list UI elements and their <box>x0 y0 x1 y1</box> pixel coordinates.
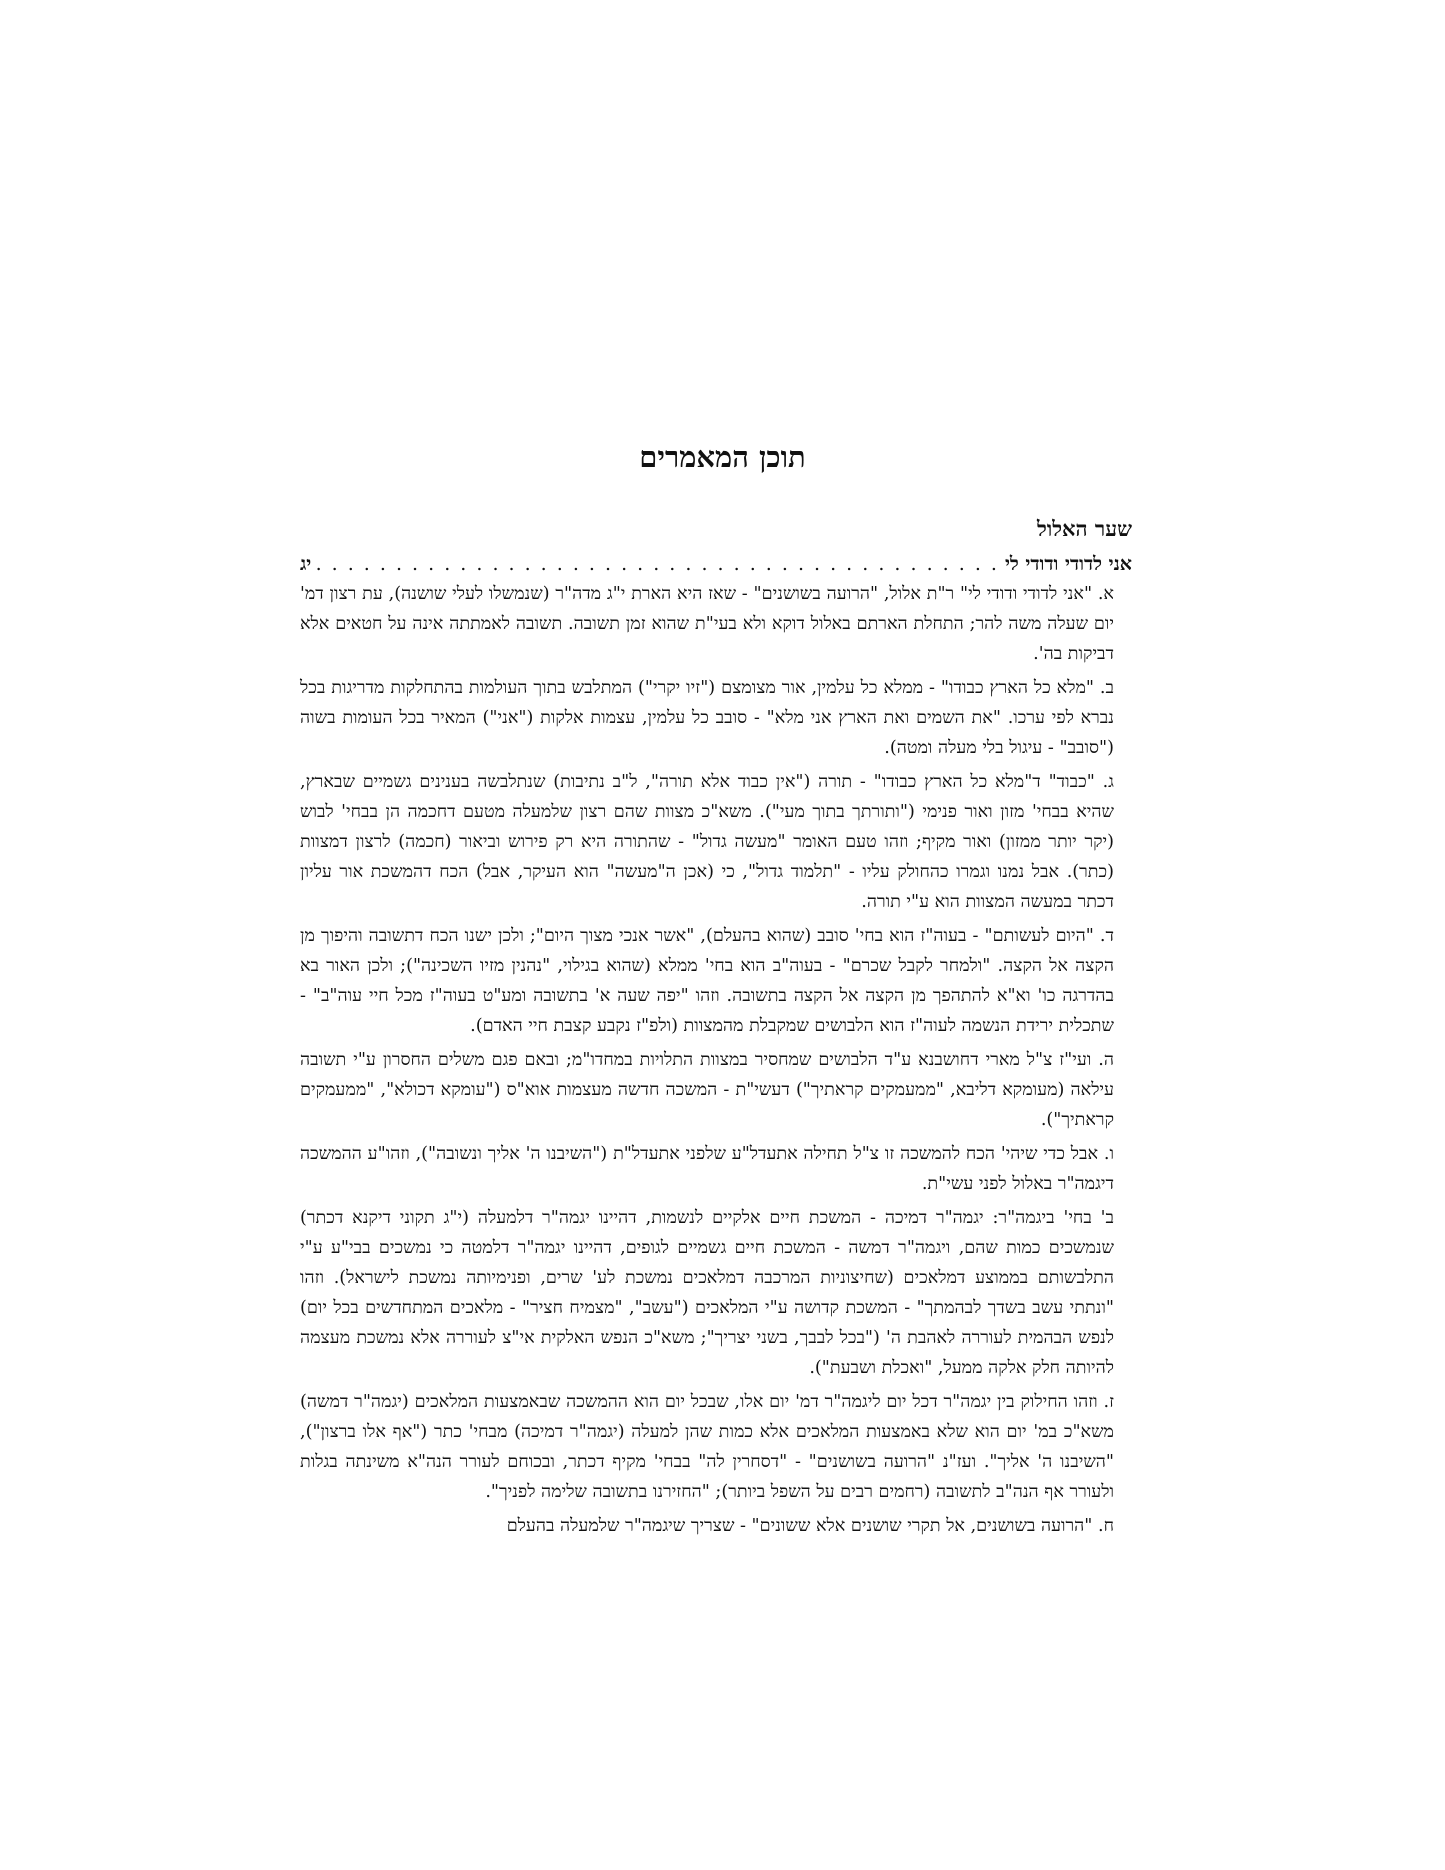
paragraph-gimel: ג. "כבוד" ד"מלא כל הארץ כבודו" - תורה ("אין כבוד אלא תורה", ל"ב נתיבות) שנתלבשה בענינים גשמיים שבארץ, שהיא בבחי' מזון ואור פנימי ("ותורתך בתוך מעי"). משא"כ מצוות שהם רצון שלמעלה מטעם דחכמה הן בבחי' לבוש (יקר יותר ממזון) ואור מקיף; וזהו טעם האומר "מעשה גדול" - שהתורה היא רק פירוש וביאור (חכמה) לרצון דמצוות (כתר). אבל נמנו וגמרו כהחולק עליו - "תלמוד גדול", כי (אכן ה"מעשה" הוא העיקר, אבל) הכח דהמשכת אור עליון דכתר במעשה המצוות הוא ע"י תורה. <box>300 772 1114 912</box>
toc-page-number: יג <box>300 553 312 575</box>
paragraph-vav-continued: ב' בחי' ביגמה"ר: יגמה"ר דמיכה - המשכת חיים אלקיים לנשמות, דהיינו יגמה"ר דלמעלה (י"ג תקוני דיקנא דכתר) שנמשכים כמות שהם, ויגמה"ר דמשה - המשכת חיים גשמיים לגופים, דהיינו יגמה"ר דלמטה כי נמשכים בבי"ע ע"י התלבשותם בממוצע דמלאכים (שחיצוניות המרכבה דמלאכים נמשכת לע' שרים, ופנימיותה נמשכת לישראל). וזהו "ונתתי עשב בשדך לבהמתך" - המשכת קדושה ע"י המלאכים ("עשב", "מצמיח חציר" - מלאכים המתחדשים בכל יום) לנפש הבהמית לעוררה לאהבת ה' ("בכל לבבך, בשני יצריך"; משא"כ הנפש האלקית אי"צ לעוררה אלא נמשכת מעצמה להיותה חלק אלקה ממעל, "ואכלת ושבעת"). <box>300 1208 1114 1378</box>
summary-paragraphs <box>300 579 1114 1541</box>
section-heading: שער האלול <box>1037 516 1132 541</box>
paragraph-he: ה. ועי"ז צ"ל מארי דחושבנא ע"ד הלבושים שמחסיר במצוות התלויות במחדו"מ; ובאם פגם משלים החסרון ע"י תשובה עילאה (מעומקא דליבא, "ממעמקים קראתיך") דעשי"ת - המשכה חדשה מעצמות אוא"ס ("עומקא דכולא", "ממעמקים קראתיך"). <box>300 1050 1114 1130</box>
toc-entry-label: אני לדודי ודודי לי <box>1004 553 1132 575</box>
toc-entry[interactable] <box>300 549 1132 579</box>
toc-leader-dots <box>317 549 999 579</box>
paragraph-alef: א. "אני לדודי ודודי לי" ר"ת אלול, "הרועה בשושנים" - שאז היא הארת י"ג מדה"ר (שנמשלו לעלי שושנה), עת רצון דמ' יום שעלה משה להר; התחלת הארתם באלול דוקא ולא בעי"ת שהוא זמן תשובה. תשובה לאמתתה אינה על חטאים אלא דביקות בה'. <box>300 584 1114 664</box>
paragraph-chet: ח. "הרועה בשושנים, אל תקרי שושנים אלא ששונים" - שצריך שיגמה"ר שלמעלה בהעלם <box>506 1516 1114 1536</box>
contents-body <box>300 513 1132 1545</box>
paragraph-zayin: ז. וזהו החילוק בין יגמה"ר דכל יום ליגמה"ר דמ' יום אלו, שבכל יום הוא ההמשכה שבאמצעות המלאכים (יגמה"ר דמשה) משא"כ במ' יום הוא שלא באמצעות המלאכים אלא כמות שהן למעלה (יגמה"ר דמיכה) מבחי' כתר ("אף אלו ברצון"), "השיבנו ה' אליך". ועז"נ "הרועה בשושנים" - "דסחרין לה" בבחי' מקיף דכתר, ובכוחם לעורר הנה"א משינתה בגלות ולעורר אף הנה"ב לתשובה (רחמים רבים על השפל ביותר); "החזירנו בתשובה שלימה לפניך". <box>300 1392 1114 1502</box>
paragraph-vav: ו. אבל כדי שיהי' הכח להמשכה זו צ"ל תחילה אתעדל"ע שלפני אתעדל"ת ("השיבנו ה' אליך ונשובה"), וזהו"ע ההמשכה דיגמה"ר באלול לפני עשי"ת. <box>300 1144 1114 1194</box>
page-title: תוכן המאמרים <box>639 440 806 474</box>
paragraph-dalet: ד. "היום לעשותם" - בעוה"ז הוא בחי' סובב (שהוא בהעלם), "אשר אנכי מצוך היום"; ולכן ישנו הכח דתשובה והיפוך מן הקצה אל הקצה. "ולמחר לקבל שכרם" - בעוה"ב הוא בחי' ממלא (שהוא בגילוי, "נהנין מזיו השכינה"); ולכן האור בא בהדרגה כו' וא"א להתהפך מן הקצה אל הקצה בתשובה. וזהו "יפה שעה א' בתשובה ומע"ט בעוה"ז מכל חיי עוה"ב" - שתכלית ירידת הנשמה לעוה"ז הוא הלבושים שמקבלת מהמצוות (ולפ"ז נקבע קצבת חיי האדם). <box>300 926 1114 1036</box>
paragraph-bet: ב. "מלא כל הארץ כבודו" - ממלא כל עלמין, אור מצומצם ("זיו יקרי") המתלבש בתוך העולמות בהתחלקות מדריגות בכל נברא לפי ערכו. "את השמים ואת הארץ אני מלא" - סובב כל עלמין, עצמות אלקות ("אני") המאיר בכל העומות בשוה ("סובב" - עיגול בלי מעלה ומטה). <box>300 678 1114 758</box>
